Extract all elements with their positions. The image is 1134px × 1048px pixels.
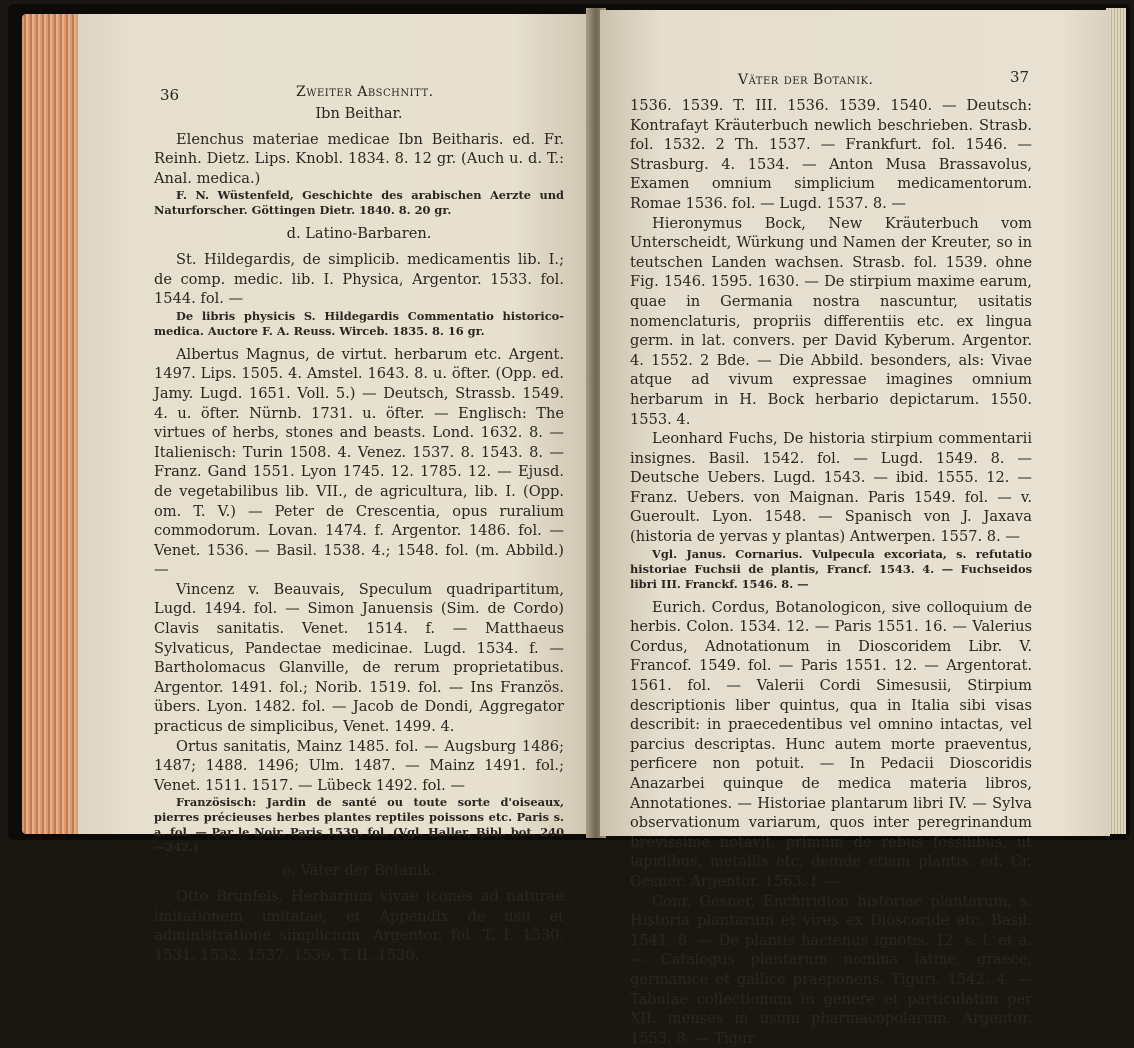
bibliography-entry: Eurich. Cordus, Botanologicon, sive colloquium de herbis. Colon. 1534. 12. — Paris 1551. 16. — Valerius Cordus, Adnotationum in Dioscoridem Libr. V. Francof. 1549. fol. — Paris 1551. 12. — Argentorat. 1561. fol. — Valerii Cordi Simesusii, Stirpium descriptionis liber quintus, qua in Italia sibi visas describit: in praecedentibus vel omnino intactas, vel parcius descriptas. Hunc autem morte praeventus, perficere non potuit. — In Pedacii Dioscoridis Anazarbei quinque de medica materia libros, Annotationes. — Historiae plantarum libri IV. — Sylva observationum variarum, quos inter peregrinandum brevissime notavit, primum de rebus fossilibus, ut lapidibus, metallis etc. deinde etiam plantis. ed. Cr. Gesner. Argentor. 1563. f. — (630, 598, 1032, 890)
section-heading: e. Väter der Botanik. (282, 862, 436, 880)
right-running-head: Väter der Botanik. (738, 72, 874, 88)
right-page-body (630, 96, 1032, 1048)
bibliography-entry: St. Hildegardis, de simplicib. medicamentis lib. I.; de comp. medic. lib. I. Physica, Argentor. 1533. fol. 1544. fol. — (154, 250, 564, 308)
bibliography-entry: Vincenz v. Beauvais, Speculum quadripartitum, Lugd. 1494. fol. — Simon Januensis (Sim. de Cordo) Clavis sanitatis. Venet. 1514. f. — Matthaeus Sylvaticus, Pandectae medicinae. Lugd. 1534. f. — Bartholomacus Glanville, de rerum proprietatibus. Argentor. 1491. fol.; Norib. 1519. fol. — Ins Französ. übers. Lyon. 1482. fol. — Jacob de Dondi, Aggregator practicus de simplicibus, Venet. 1499. 4. (154, 580, 564, 736)
reference-note: Vgl. Janus. Cornarius. Vulpecula excoriata, s. refutatio historiae Fuchsii de plantis, Francf. 1543. 4. — Fuchseidos libri III. Franckf. 1546. 8. — (630, 546, 1032, 591)
reference-note: De libris physicis S. Hildegardis Commentatio historico-medica. Auctore F. A. Reuss. Wirceb. 1835. 8. 16 gr. (154, 308, 564, 338)
left-running-head: Zweiter Abschnitt. (296, 84, 434, 100)
left-page (78, 14, 590, 964)
left-page-number: 36 (160, 86, 180, 104)
left-page-body (154, 104, 564, 965)
right-page (600, 10, 1110, 1047)
bibliography-entry: Leonhard Fuchs, De historia stirpium commentarii insignes. Basil. 1542. fol. — Lugd. 1549. 8. — Deutsche Uebers. Lugd. 1543. — ibid. 1555. 12. — Franz. Uebers. von Maignan. Paris 1549. fol. — v. Gueroult. Lyon. 1548. — Spanisch von J. Jaxava (historia de yervas y plantas) Antwerpen. 1557. 8. — (630, 430, 1032, 546)
section-heading: d. Latino-Barbaren. (286, 225, 432, 243)
bibliography-entry: Conr. Gesner, Enchiridion historiae plantarum, s. Historia plantarum et vires ex Dioscoride etc. Basil. 1541. 8. — De plantis hactenus ignotis. 12. s. l. et a. — Catalogus plantarum nomina latine, graece, germanice et gallice praeponens. Tiguri. 1542. 4. — Tabulae collectionum in genere et particulatim per XII. menses in usum pharmacopolarum. Argentor. 1553. 8. — Tigur (630, 892, 1032, 1047)
reference-note: F. N. Wüstenfeld, Geschichte des arabischen Aerzte und Naturforscher. Göttingen Dietr. 1840. 8. 20 gr. (154, 188, 564, 218)
bibliography-entry: Ortus sanitatis, Mainz 1485. fol. — Augsburg 1486; 1487; 1488. 1496; Ulm. 1487. — Mainz 1491. fol.; Venet. 1511. 1517. — Lübeck 1492. fol. — (154, 737, 564, 794)
bibliography-entry: Hieronymus Bock, New Kräuterbuch vom Unterscheidt, Würkung und Namen der Kreuter, so in teutschen Landen wachsen. Strasb. fol. 1539. ohne Fig. 1546. 1595. 1630. — De stirpium maxime earum, quae in Germania nostra nascuntur, usitatis nomenclaturis, propriis differentiis etc. ex lingua germ. in lat. convers. per David Kyberum. Argentor. 4. 1552. 2 Bde. — Die Abbild. besonders, als: Vivae atque ad vivum expressae imagines omnium herbarum in H. Bock herbario depictarum. 1550. 1553. 4. (630, 214, 1032, 428)
bibliography-entry: 1536. 1539. T. III. 1536. 1539. 1540. — Deutsch: Kontrafayt Kräuterbuch newlich beschrieben. Strasb. fol. 1532. 2 Th. 1537. — Frankfurt. fol. 1546. — Strasburg. 4. 1534. — Anton Musa Brassavolus, Examen omnium simplicium medicamentorum. Romae 1536. fol. — Lugd. 1537. 8. — (630, 97, 1032, 212)
right-page-number: 37 (1010, 68, 1030, 86)
bibliography-entry: Albertus Magnus, de virtut. herbarum etc. Argent. 1497. Lips. 1505. 4. Amstel. 1643. 8. u. öfter. (Opp. ed. Jamy. Lugd. 1651. Voll. 5.) — Deutsch, Strassb. 1549. 4. u. öfter. Nürnb. 1731. u. öfter. — Englisch: The virtues of herbs, stones and beasts. Lond. 1632. 8. — Italienisch: Turin 1508. 4. Venez. 1537. 8. 1543. 8. — Franz. Gand 1551. Lyon 1745. 12. 1785. 12. — Ejusd. de vegetabilibus lib. VII., de agricultura, lib. I. (Opp. om. T. V.) — Peter de Crescentia, opus ruralium commodorum. Lovan. 1474. f. Argentor. 1486. fol. — Venet. 1536. — Basil. 1538. 4.; 1548. fol. (m. Abbild.) — (154, 345, 564, 579)
bibliography-entry: Elenchus materiae medicae Ibn Beitharis. ed. Fr. Reinh. Dietz. Lips. Knobl. 1834. 8. 12 gr. (Auch u. d. T.: Anal. medica.) (154, 130, 564, 187)
bibliography-entry: Otto Brunfels, Herbarium vivae icones ad naturae imitationem imitatae, et Appendix de usu et administratione simplicium. Argentor. fol. T. I. 1530. 1531. 1532. 1537. 1539. T. II. 1530. (154, 888, 564, 964)
reference-note: Französisch: Jardin de santé ou toute sorte d'oiseaux, pierres précieuses herbes plantes reptiles poissons etc. Paris s. a. fol. — Par le Noir. Paris 1539. fol. (Vgl. Haller, Bibl. bot. 240—242.) (154, 795, 564, 855)
section-heading: Ibn Beithar. (315, 105, 403, 122)
